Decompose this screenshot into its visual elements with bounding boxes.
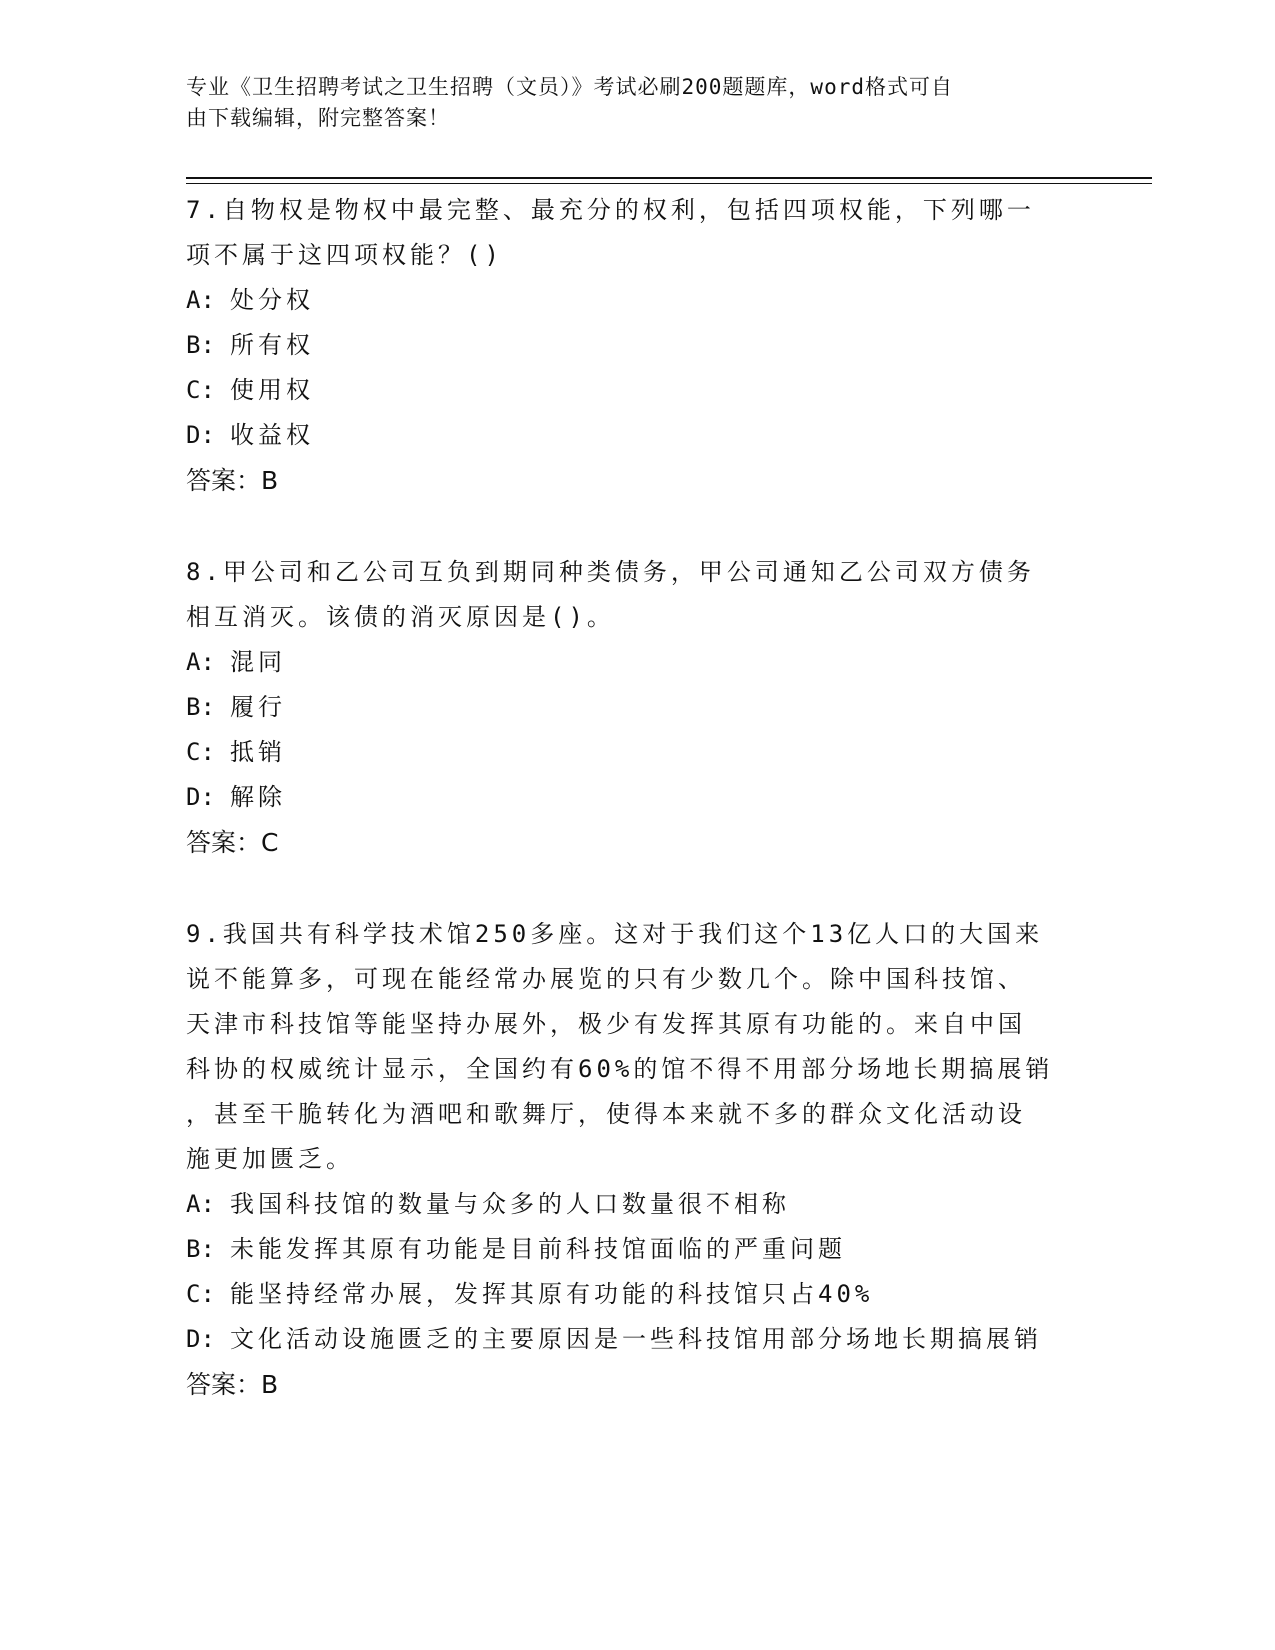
- option-text: 履行: [230, 693, 286, 721]
- option-key: A:: [186, 648, 215, 676]
- option-key: B:: [186, 1235, 215, 1263]
- answer-label: 答案：: [186, 1370, 262, 1399]
- option-text: 解除: [230, 783, 286, 811]
- option-d: [186, 413, 1086, 458]
- option-key: C:: [186, 376, 215, 404]
- option-c: [186, 1272, 1086, 1317]
- answer-value: C: [261, 828, 279, 857]
- document-header: [186, 72, 1066, 134]
- option-text: 文化活动设施匮乏的主要原因是一些科技馆用部分场地长期搞展销: [230, 1325, 1042, 1353]
- option-text: 收益权: [230, 421, 314, 449]
- header-divider-thick: [186, 177, 1152, 179]
- answer-value: B: [261, 466, 279, 495]
- stem-line: ，甚至干脆转化为酒吧和歌舞厅，使得本来就不多的群众文化活动设: [186, 1100, 1026, 1128]
- header-divider-thin: [186, 183, 1152, 184]
- answer-label: 答案：: [186, 828, 262, 857]
- answer-label: 答案：: [186, 466, 262, 495]
- answer: [186, 458, 1086, 503]
- option-text: 我国科技馆的数量与众多的人口数量很不相称: [230, 1190, 790, 1218]
- option-b: [186, 685, 1086, 730]
- option-key: A:: [186, 1190, 215, 1218]
- answer: [186, 820, 1086, 865]
- option-key: C:: [186, 1280, 215, 1308]
- option-key: B:: [186, 693, 215, 721]
- stem-line: 8.甲公司和乙公司互负到期同种类债务，甲公司通知乙公司双方债务: [186, 558, 1035, 586]
- option-c: [186, 368, 1086, 413]
- option-key: C:: [186, 738, 215, 766]
- option-b: [186, 1227, 1086, 1272]
- option-d: [186, 775, 1086, 820]
- option-text: 使用权: [230, 376, 314, 404]
- option-c: [186, 730, 1086, 775]
- answer-value: B: [261, 1370, 279, 1399]
- option-text: 所有权: [230, 331, 314, 359]
- stem-line: 项不属于这四项权能？(): [186, 241, 503, 269]
- stem-line: 9.我国共有科学技术馆250多座。这对于我们这个13亿人口的大国来: [186, 920, 1044, 948]
- stem-line: 天津市科技馆等能坚持办展外，极少有发挥其原有功能的。来自中国: [186, 1010, 1026, 1038]
- option-b: [186, 323, 1086, 368]
- option-text: 抵销: [230, 738, 286, 766]
- answer: [186, 1362, 1086, 1407]
- question-7: [186, 188, 1086, 503]
- option-d: [186, 1317, 1086, 1362]
- question-9: [186, 912, 1086, 1407]
- question-stem: [186, 550, 1086, 640]
- option-key: D:: [186, 783, 215, 811]
- option-key: A:: [186, 286, 215, 314]
- option-a: [186, 1182, 1086, 1227]
- option-text: 混同: [230, 648, 286, 676]
- header-line-2: 由下载编辑，附完整答案！: [186, 106, 450, 130]
- stem-line: 科协的权威统计显示，全国约有60%的馆不得不用部分场地长期搞展销: [186, 1055, 1054, 1083]
- stem-line: 7.自物权是物权中最完整、最充分的权利，包括四项权能，下列哪一: [186, 196, 1035, 224]
- stem-line: 说不能算多，可现在能经常办展览的只有少数几个。除中国科技馆、: [186, 965, 1026, 993]
- option-a: [186, 640, 1086, 685]
- option-text: 未能发挥其原有功能是目前科技馆面临的严重问题: [230, 1235, 846, 1263]
- question-stem: [186, 188, 1086, 278]
- option-key: D:: [186, 1325, 215, 1353]
- header-line-1: 专业《卫生招聘考试之卫生招聘（文员）》考试必刷200题题库，word格式可自: [186, 75, 953, 99]
- option-text: 能坚持经常办展，发挥其原有功能的科技馆只占40%: [230, 1280, 874, 1308]
- option-key: B:: [186, 331, 215, 359]
- option-text: 处分权: [230, 286, 314, 314]
- stem-line: 相互消灭。该债的消灭原因是()。: [186, 603, 615, 631]
- question-8: [186, 550, 1086, 865]
- option-key: D:: [186, 421, 215, 449]
- stem-line: 施更加匮乏。: [186, 1145, 354, 1173]
- question-stem: [186, 912, 1086, 1182]
- option-a: [186, 278, 1086, 323]
